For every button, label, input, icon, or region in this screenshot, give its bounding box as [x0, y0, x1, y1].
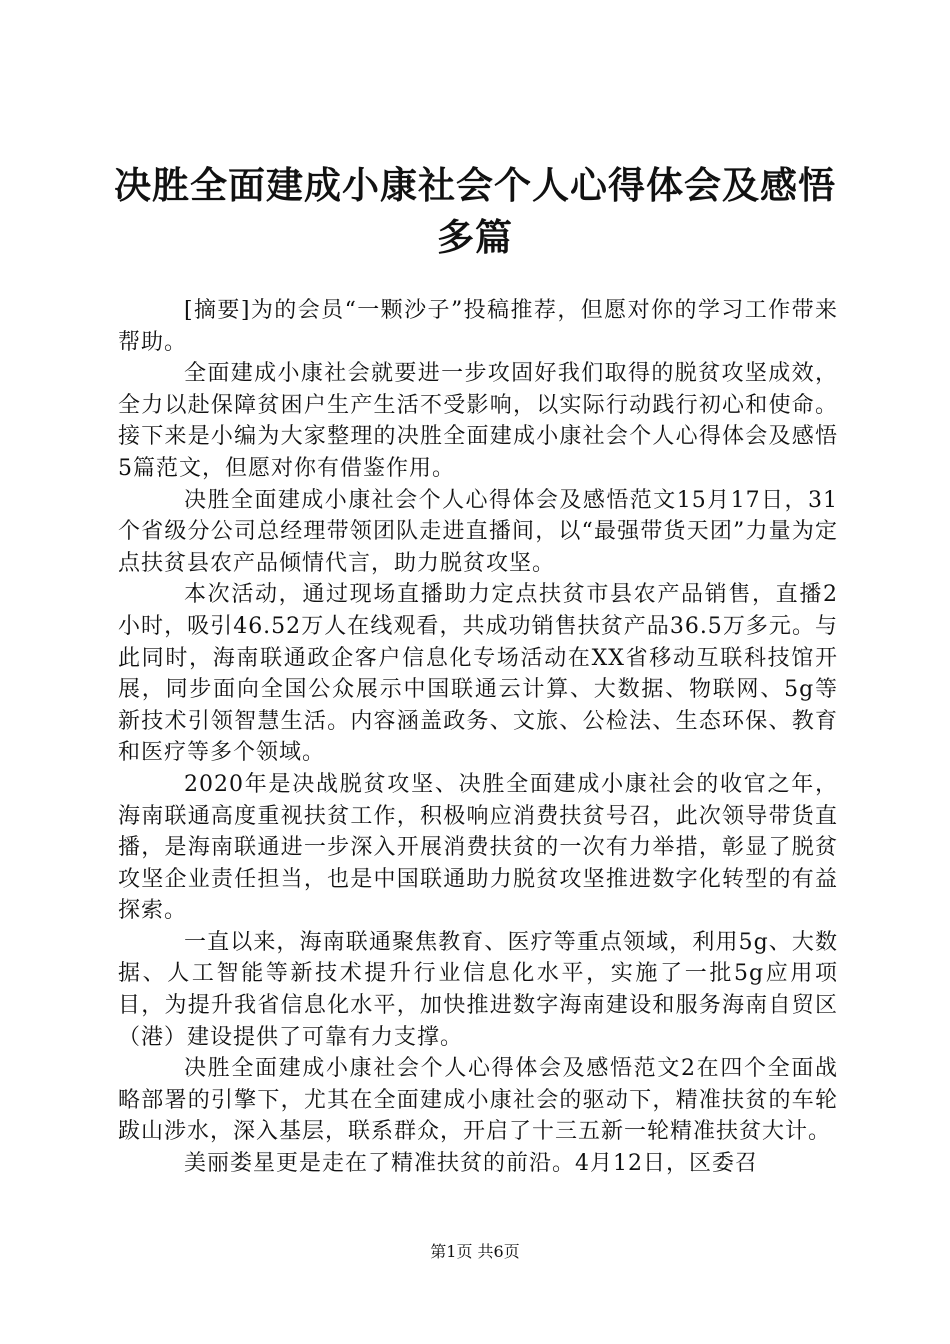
paragraph-intro: 全面建成小康社会就要进一步攻固好我们取得的脱贫攻坚成效，全力以赴保障贫困户生产生活不受影响，以实际行动践行初心和使命。接下来是小编为大家整理的决胜全面建成小康社会个人心得体会及感悟5篇范文，但愿对你有借鉴作用。 [118, 361, 838, 481]
document-title: 决胜全面建成小康社会个人心得体会及感悟多篇 [114, 164, 836, 259]
paragraph-5g: 一直以来，海南联通聚焦教育、医疗等重点领域，利用5g、大数据、人工智能等新技术提升行业信息化水平，实施了一批5g应用项目，为提升我省信息化水平，加快推进数字海南建设和服务海南自贸区（港）建设提供了可靠有力支撑。 [118, 929, 838, 1050]
paragraph-essay-1-start: 决胜全面建成小康社会个人心得体会及感悟范文15月17日，31个省级分公司总经理带领团队走进直播间，以“最强带货天团”力量为定点扶贫县农产品倾情代言，助力脱贫攻坚。 [118, 487, 838, 576]
paragraph-abstract: [摘要]为的会员“一颗沙子”投稿推荐，但愿对你的学习工作带来帮助。 [118, 298, 838, 355]
paragraph-essay-2-start: 决胜全面建成小康社会个人心得体会及感悟范文2在四个全面战略部署的引擎下，尤其在全面建成小康社会的驱动下，精准扶贫的车轮跋山涉水，深入基层，联系群众，开启了十三五新一轮精准扶贫大计。 [118, 1056, 838, 1145]
paragraph-louxing: 美丽娄星更是走在了精准扶贫的前沿。4月12日，区委召 [184, 1151, 758, 1177]
page-number-footer: 第1页 共6页 [430, 1242, 520, 1261]
document-body [118, 295, 838, 1180]
paragraph-live-event: 本次活动，通过现场直播助力定点扶贫市县农产品销售，直播2小时，吸引46.52万人在线观看，共成功销售扶贫产品36.5万多元。与此同时，海南联通政企客户信息化专场活动在XX省移动互联科技馆开展，同步面向全国公众展示中国联通云计算、大数据、物联网、5g等新技术引领智慧生活。内容涵盖政务、文旅、公检法、生态环保、教育和医疗等多个领域。 [118, 582, 838, 766]
paragraph-2020: 2020年是决战脱贫攻坚、决胜全面建成小康社会的收官之年，海南联通高度重视扶贫工作，积极响应消费扶贫号召，此次领导带货直播，是海南联通进一步深入开展消费扶贫的一次有力举措，彰显了脱贫攻坚企业责任担当，也是中国联通助力脱贫攻坚推进数字化转型的有益探索。 [118, 771, 838, 924]
